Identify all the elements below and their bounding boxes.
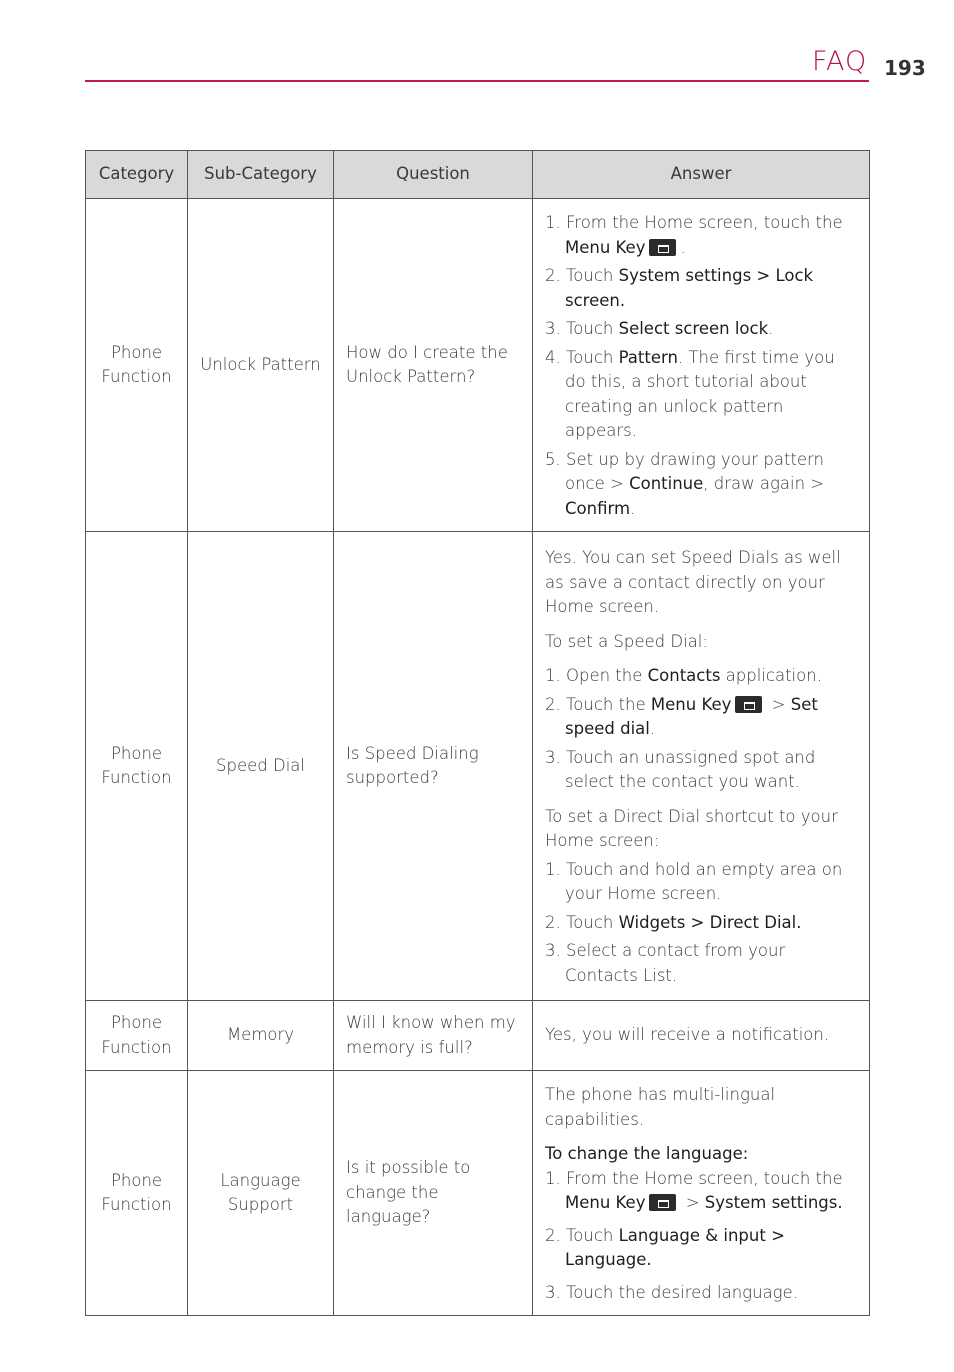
table-row: [86, 1001, 870, 1071]
menu-key-icon: [735, 696, 762, 713]
category-cell: Phone Function: [86, 532, 188, 1001]
answer-steps: [545, 858, 857, 989]
column-header-subcategory: Sub-Category: [188, 151, 334, 199]
answer-steps: [545, 664, 857, 795]
question-cell: Will I know when my memory is full?: [334, 1001, 533, 1071]
answer-cell: [533, 1071, 870, 1316]
answer-cell: [533, 199, 870, 532]
category-cell: Phone Function: [86, 199, 188, 532]
answer-subheading: To change the language:: [545, 1144, 749, 1163]
answer-step: 1. From the Home screen, touch the Menu Key > System settings.: [545, 1168, 843, 1212]
table-row: [86, 199, 870, 532]
subcategory-cell: Memory: [188, 1001, 334, 1071]
answer-step: 3. Touch Select screen lock.: [545, 319, 774, 338]
table-row: [86, 532, 870, 1001]
answer-step: 3. Touch an unassigned spot and select the contact you want.: [545, 747, 816, 791]
question-cell: How do I create the Unlock Pattern?: [334, 199, 533, 532]
answer-step: 1. Open the Contacts application.: [545, 666, 822, 685]
answer-subheading: To set a Direct Dial shortcut to your Home screen:: [545, 806, 838, 850]
answer-cell: Yes, you will receive a notification.: [533, 1001, 870, 1071]
faq-table: [85, 150, 870, 1316]
answer-step: 2. Touch Language & input > Language.: [545, 1225, 785, 1269]
answer-subheading: To set a Speed Dial:: [545, 631, 708, 651]
header-divider: [85, 80, 869, 82]
answer-step: 3. Select a contact from your Contacts List.: [545, 941, 786, 985]
answer-step: 1. Touch and hold an empty area on your Home screen.: [545, 859, 843, 903]
table-header-row: [86, 151, 870, 199]
column-header-category: Category: [86, 151, 188, 199]
menu-key-icon: [649, 1194, 676, 1211]
category-cell: Phone Function: [86, 1001, 188, 1071]
subcategory-cell: Language Support: [188, 1071, 334, 1316]
answer-intro: The phone has multi-lingual capabilities.: [545, 1085, 776, 1129]
subcategory-cell: Unlock Pattern: [188, 199, 334, 532]
page-number: 193: [884, 56, 926, 80]
answer-step: 1. From the Home screen, touch the Menu Key .: [545, 213, 843, 257]
answer-steps: [545, 211, 857, 521]
subcategory-cell: Speed Dial: [188, 532, 334, 1001]
answer-intro: Yes. You can set Speed Dials as well as save a contact directly on your Home screen.: [545, 548, 841, 616]
answer-step: 2. Touch Widgets > Direct Dial.: [545, 912, 802, 932]
answer-step: 2. Touch the Menu Key > Set speed dial.: [545, 694, 818, 738]
menu-key-icon: [649, 239, 676, 256]
answer-step: 5. Set up by drawing your pattern once > Continue, draw again > Confirm.: [545, 449, 825, 518]
table-row: [86, 1071, 870, 1316]
answer-cell: [533, 532, 870, 1001]
answer-step: 3. Touch the desired language.: [545, 1282, 798, 1302]
question-cell: Is Speed Dialing supported?: [334, 532, 533, 1001]
category-cell: Phone Function: [86, 1071, 188, 1316]
page-section-title: FAQ: [812, 46, 868, 77]
answer-step: 2. Touch System settings > Lock screen.: [545, 266, 814, 310]
column-header-answer: Answer: [533, 151, 870, 199]
question-cell: Is it possible to change the language?: [334, 1071, 533, 1316]
answer-steps: [545, 1167, 857, 1306]
column-header-question: Question: [334, 151, 533, 199]
answer-step: 4. Touch Pattern. The first time you do this, a short tutorial about creating an unlock pattern appears.: [545, 347, 835, 440]
